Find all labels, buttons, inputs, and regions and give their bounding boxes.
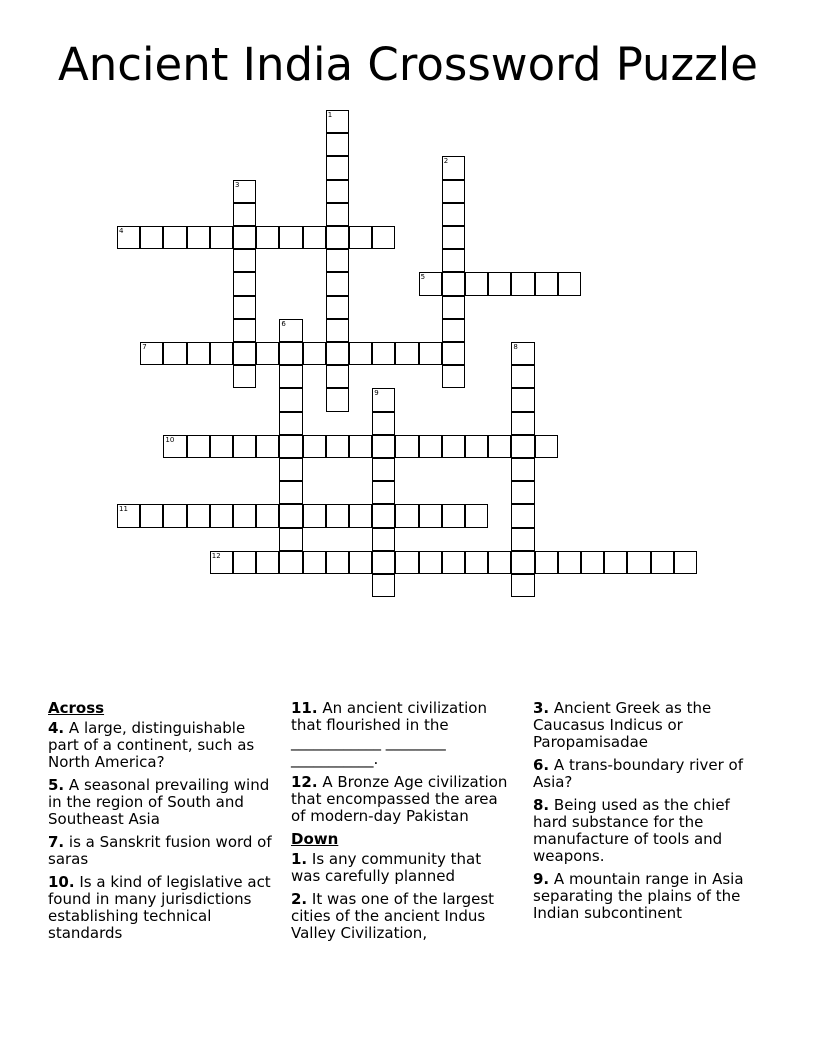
clue-text: A mountain range in Asia separating the plains of the Indian subcontinent (533, 870, 744, 922)
grid-cell[interactable] (581, 551, 604, 574)
grid-cell[interactable] (233, 504, 256, 527)
clue-text: An ancient civilization that flourished in the ____________ ________ ___________. (291, 699, 487, 768)
grid-cell[interactable] (511, 388, 534, 411)
grid-cell[interactable] (279, 458, 302, 481)
grid-cell[interactable] (117, 504, 140, 527)
grid-cell[interactable] (279, 412, 302, 435)
grid-cell[interactable] (279, 528, 302, 551)
clue-number: 1. (291, 850, 308, 868)
grid-cell[interactable] (326, 504, 349, 527)
grid-cell[interactable] (395, 551, 418, 574)
grid-cell[interactable] (372, 226, 395, 249)
clue-text: A trans-boundary river of Asia? (533, 756, 743, 791)
grid-cell[interactable] (233, 180, 256, 203)
grid-cell[interactable] (210, 435, 233, 458)
grid-cell[interactable] (210, 504, 233, 527)
grid-cell[interactable] (442, 226, 465, 249)
across-heading: Across (48, 699, 105, 717)
cell-number: 5 (420, 273, 426, 282)
grid-cell[interactable] (233, 296, 256, 319)
grid-cell[interactable] (279, 226, 302, 249)
grid-cell[interactable] (442, 435, 465, 458)
grid-cell[interactable] (233, 203, 256, 226)
grid-cell[interactable] (511, 528, 534, 551)
cell-number: 4 (119, 227, 124, 235)
grid-cell[interactable] (535, 551, 558, 574)
grid-cell[interactable] (442, 249, 465, 272)
cell-number: 2 (443, 157, 449, 166)
grid-cell[interactable] (442, 272, 465, 295)
clue-down-8 (533, 797, 768, 865)
grid-cell[interactable] (372, 435, 395, 458)
clue-number: 12. (291, 773, 318, 791)
clue-number: 4. (48, 719, 65, 737)
grid-cell[interactable] (163, 435, 186, 458)
grid-cell[interactable] (511, 272, 534, 295)
grid-cell[interactable] (349, 551, 372, 574)
grid-cell[interactable] (326, 388, 349, 411)
clue-across-12 (291, 774, 513, 825)
clue-number: 9. (533, 870, 550, 888)
clue-text: A Bronze Age civilization that encompassed the area of modern-day Pakistan (291, 773, 508, 825)
grid-cell[interactable] (256, 551, 279, 574)
grid-cell[interactable] (419, 342, 442, 365)
clue-text: Ancient Greek as the Caucasus Indicus or Paropamisadae (533, 699, 712, 751)
grid-cell[interactable] (303, 504, 326, 527)
cell-number: 12 (211, 551, 221, 560)
grid-cell[interactable] (419, 504, 442, 527)
grid-cell[interactable] (233, 226, 256, 249)
grid-cell[interactable] (326, 110, 349, 133)
clue-number: 11. (291, 699, 318, 717)
grid-cell[interactable] (511, 481, 534, 504)
grid-cell[interactable] (326, 551, 349, 574)
cell-number: 8 (513, 343, 518, 351)
page-title: Ancient India Crossword Puzzle (57, 38, 758, 91)
grid-cell[interactable] (488, 435, 511, 458)
clue-number: 8. (533, 796, 550, 814)
grid-cell[interactable] (326, 203, 349, 226)
grid-cell[interactable] (233, 435, 256, 458)
grid-cell[interactable] (279, 435, 302, 458)
grid-cell[interactable] (395, 504, 418, 527)
clue-text: Being used as the chief hard substance for the manufacture of tools and weapons. (533, 796, 730, 865)
clue-number: 3. (533, 699, 550, 717)
grid-cell[interactable] (442, 180, 465, 203)
grid-cell[interactable] (558, 551, 581, 574)
grid-cell[interactable] (326, 342, 349, 365)
grid-cell[interactable] (511, 458, 534, 481)
grid-cell[interactable] (233, 319, 256, 342)
grid-cell[interactable] (465, 504, 488, 527)
grid-cell[interactable] (465, 272, 488, 295)
grid-cell[interactable] (326, 249, 349, 272)
grid-cell[interactable] (326, 133, 349, 156)
grid-cell[interactable] (326, 180, 349, 203)
clue-number: 7. (48, 833, 65, 851)
cell-number: 6 (281, 319, 286, 328)
clue-across-10 (48, 874, 276, 942)
cell-number: 1 (327, 111, 333, 119)
grid-cell[interactable] (535, 272, 558, 295)
grid-cell[interactable] (117, 226, 140, 249)
grid-cell[interactable] (140, 504, 163, 527)
grid-cell[interactable] (233, 551, 256, 574)
grid-cell[interactable] (372, 481, 395, 504)
clue-across-7 (48, 834, 276, 868)
clue-number: 5. (48, 776, 65, 794)
grid-cell[interactable] (303, 551, 326, 574)
cell-number: 11 (119, 505, 128, 514)
grid-cell[interactable] (233, 365, 256, 388)
grid-cell[interactable] (442, 551, 465, 574)
grid-cell[interactable] (465, 551, 488, 574)
grid-cell[interactable] (279, 319, 302, 342)
clues-column-2 (291, 700, 513, 948)
grid-cell[interactable] (140, 342, 163, 365)
clue-across-5 (48, 777, 276, 828)
grid-cell[interactable] (627, 551, 650, 574)
clue-text: A seasonal prevailing wind in the region of South and Southeast Asia (48, 776, 270, 828)
grid-cell[interactable] (279, 481, 302, 504)
grid-cell[interactable] (187, 342, 210, 365)
clue-across-11 (291, 700, 513, 768)
grid-cell[interactable] (558, 272, 581, 295)
grid-cell[interactable] (442, 203, 465, 226)
grid-cell[interactable] (256, 226, 279, 249)
grid-cell[interactable] (233, 342, 256, 365)
grid-cell[interactable] (488, 551, 511, 574)
grid-cell[interactable] (674, 551, 697, 574)
clue-down-3 (533, 700, 768, 751)
grid-cell[interactable] (326, 296, 349, 319)
grid-cell[interactable] (279, 342, 302, 365)
clue-text: Is any community that was carefully planned (291, 850, 482, 885)
grid-cell[interactable] (326, 226, 349, 249)
grid-cell[interactable] (442, 296, 465, 319)
grid-cell[interactable] (372, 574, 395, 597)
clue-text: It was one of the largest cities of the ancient Indus Valley Civilization, (291, 890, 495, 942)
grid-cell[interactable] (256, 342, 279, 365)
grid-cell[interactable] (511, 551, 534, 574)
grid-cell[interactable] (442, 156, 465, 179)
clue-text: Is a kind of legislative act found in many jurisdictions establishing technical standards (48, 873, 271, 942)
grid-cell[interactable] (372, 528, 395, 551)
grid-cell[interactable] (187, 435, 210, 458)
grid-cell[interactable] (187, 226, 210, 249)
grid-cell[interactable] (279, 365, 302, 388)
grid-cell[interactable] (419, 435, 442, 458)
grid-cell[interactable] (326, 365, 349, 388)
grid-cell[interactable] (465, 435, 488, 458)
grid-cell[interactable] (442, 342, 465, 365)
cell-number: 7 (142, 343, 147, 351)
grid-cell[interactable] (349, 226, 372, 249)
grid-cell[interactable] (419, 551, 442, 574)
grid-cell[interactable] (187, 504, 210, 527)
grid-cell[interactable] (256, 435, 279, 458)
clues-column-1 (48, 700, 276, 948)
grid-cell[interactable] (395, 342, 418, 365)
clue-down-6 (533, 757, 768, 791)
grid-cell[interactable] (349, 504, 372, 527)
grid-cell[interactable] (349, 435, 372, 458)
clue-number: 10. (48, 873, 75, 891)
grid-cell[interactable] (442, 319, 465, 342)
grid-cell[interactable] (511, 574, 534, 597)
grid-cell[interactable] (442, 365, 465, 388)
grid-cell[interactable] (372, 551, 395, 574)
grid-cell[interactable] (233, 272, 256, 295)
clue-text: is a Sanskrit fusion word of saras (48, 833, 272, 868)
grid-cell[interactable] (511, 365, 534, 388)
grid-cell[interactable] (372, 342, 395, 365)
grid-cell[interactable] (651, 551, 674, 574)
grid-cell[interactable] (210, 226, 233, 249)
clue-down-9 (533, 871, 768, 922)
clue-text: A large, distinguishable part of a continent, such as North America? (48, 719, 255, 771)
grid-cell[interactable] (372, 458, 395, 481)
cell-number: 9 (374, 389, 379, 398)
clue-down-1 (291, 851, 513, 885)
cell-number: 3 (235, 180, 240, 189)
grid-cell[interactable] (210, 551, 233, 574)
grid-cell[interactable] (604, 551, 627, 574)
grid-cell[interactable] (303, 226, 326, 249)
clue-down-2 (291, 891, 513, 942)
grid-cell[interactable] (326, 319, 349, 342)
grid-cell[interactable] (279, 388, 302, 411)
grid-cell[interactable] (233, 249, 256, 272)
cell-number: 10 (165, 435, 175, 444)
grid-cell[interactable] (210, 342, 233, 365)
clue-number: 6. (533, 756, 550, 774)
grid-cell[interactable] (349, 342, 372, 365)
grid-cell[interactable] (372, 388, 395, 411)
clues-column-3 (533, 700, 768, 928)
grid-cell[interactable] (535, 435, 558, 458)
grid-cell[interactable] (303, 435, 326, 458)
grid-cell[interactable] (488, 272, 511, 295)
grid-cell[interactable] (303, 342, 326, 365)
grid-cell[interactable] (163, 226, 186, 249)
grid-cell[interactable] (372, 504, 395, 527)
grid-cell[interactable] (511, 342, 534, 365)
grid-cell[interactable] (326, 156, 349, 179)
grid-cell[interactable] (395, 435, 418, 458)
grid-cell[interactable] (511, 412, 534, 435)
grid-cell[interactable] (511, 504, 534, 527)
grid-cell[interactable] (511, 435, 534, 458)
grid-cell[interactable] (419, 272, 442, 295)
grid-cell[interactable] (279, 504, 302, 527)
grid-cell[interactable] (442, 504, 465, 527)
grid-cell[interactable] (372, 412, 395, 435)
grid-cell[interactable] (163, 342, 186, 365)
grid-cell[interactable] (279, 551, 302, 574)
clue-number: 2. (291, 890, 308, 908)
down-heading: Down (291, 830, 339, 848)
grid-cell[interactable] (326, 272, 349, 295)
clue-across-4 (48, 720, 276, 771)
grid-cell[interactable] (140, 226, 163, 249)
grid-cell[interactable] (163, 504, 186, 527)
grid-cell[interactable] (256, 504, 279, 527)
grid-cell[interactable] (326, 435, 349, 458)
